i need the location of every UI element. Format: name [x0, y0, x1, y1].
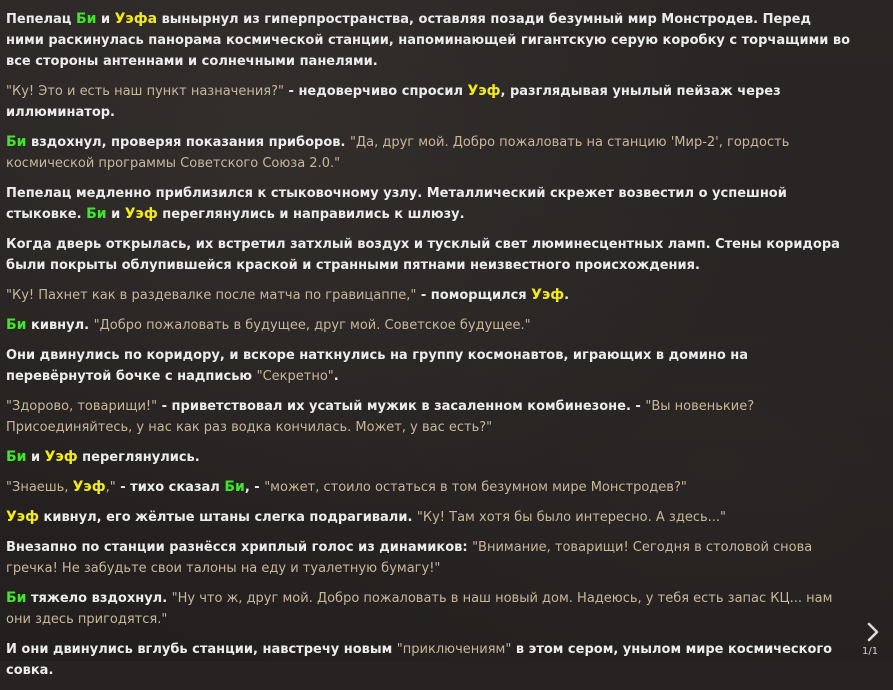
character-name-bi: Би — [6, 317, 27, 333]
dialogue-text: "Внимание, товарищи! Сегодня в столовой снова гречка! Не забудьте свои талоны на еду и туалетную бумагу!" — [6, 540, 813, 576]
character-name-uef: Уэфа — [114, 11, 158, 27]
narration-text: - поморщился — [416, 288, 532, 303]
story-paragraph — [6, 315, 852, 336]
dialogue-text: ," — [105, 480, 116, 495]
story-paragraph — [6, 588, 852, 630]
narration-text: - недоверчиво спросил — [284, 84, 468, 99]
character-name-bi: Би — [6, 449, 27, 465]
next-page-button[interactable] — [862, 620, 884, 644]
narration-text: и — [96, 12, 115, 27]
character-name-uef: Уэф — [72, 479, 106, 495]
story-paragraph — [6, 234, 852, 276]
narration-text: и — [106, 207, 125, 222]
story-paragraph — [6, 477, 852, 498]
narration-text: Пепелац медленно приблизился к стыковочному узлу. Металлический скрежет возвестил о успешной стыковке. — [6, 186, 787, 222]
character-name-bi: Би — [6, 590, 27, 606]
character-name-uef: Уэф — [124, 206, 158, 222]
narration-text: , - — [244, 480, 265, 495]
story-paragraph — [6, 9, 852, 72]
character-name-bi: Би — [86, 206, 107, 222]
dialogue-text: "Ку! Там хотя бы было интересно. А здесь..." — [416, 510, 727, 525]
character-name-uef: Уэф — [467, 83, 501, 99]
dialogue-text: "Знаешь, — [6, 480, 73, 495]
story-paragraph — [6, 81, 852, 123]
character-name-uef: Уэф — [44, 449, 78, 465]
dialogue-text: "Да, друг мой. Добро пожаловать на станцию 'Мир-2', гордость космической программы Советского Союза 2.0." — [6, 135, 790, 171]
narration-text: кивнул. — [26, 318, 94, 333]
narration-text: кивнул, его жёлтые штаны слегка подрагивали. — [38, 510, 417, 525]
narration-text: Пепелац — [6, 12, 76, 27]
story-paragraph — [6, 447, 852, 468]
dialogue-text: "Добро пожаловать в будущее, друг мой. Советское будущее." — [93, 318, 531, 333]
narration-text: И они двинулись вглубь станции, навстречу новым — [6, 642, 397, 657]
character-name-bi: Би — [75, 11, 97, 27]
story-paragraph — [6, 183, 852, 225]
narration-text: . — [333, 369, 339, 384]
narration-text: . — [564, 288, 570, 303]
narration-text: - приветствовал их усатый мужик в засаленном комбинезоне. - — [157, 399, 646, 414]
story-paragraph — [6, 132, 852, 174]
page-counter: 1/1 — [862, 646, 879, 657]
story-text — [6, 9, 852, 690]
dialogue-text: "Ну что ж, друг мой. Добро пожаловать в наш новый дом. Надеюсь, у тебя есть запас КЦ... нам они здесь пригодятся." — [6, 591, 833, 627]
narration-text: вздохнул, проверяя показания приборов. — [26, 135, 350, 150]
dialogue-text: "Ку! Это и есть наш пункт назначения?" — [6, 84, 284, 99]
character-name-uef: Уэф — [6, 509, 39, 525]
dialogue-text: "Ку! Пахнет как в раздевалке после матча по гравицаппе," — [6, 288, 417, 303]
dialogue-text: "приключениям" — [396, 642, 512, 657]
dialogue-text: "Вы новенькие? Присоединяйтесь, у нас как раз водка кончилась. Может, у вас есть?" — [6, 399, 755, 435]
narration-text: в этом сером, унылом мире космического совка. — [6, 642, 833, 678]
character-name-bi: Би — [6, 134, 27, 150]
dialogue-text: "может, стоило остаться в том безумном мире Монстродев?" — [264, 480, 687, 495]
story-paragraph — [6, 537, 852, 579]
character-name-bi: Би — [224, 479, 245, 495]
character-name-uef: Уэф — [531, 287, 565, 303]
story-paragraph — [6, 345, 852, 387]
story-paragraph — [6, 285, 852, 306]
narration-text: переглянулись. — [77, 450, 200, 465]
narration-text: и — [26, 450, 45, 465]
narration-text: Внезапно по станции разнёсся хриплый голос из динамиков: — [6, 540, 473, 555]
story-paragraph — [6, 639, 852, 681]
story-paragraph — [6, 396, 852, 438]
narration-text: вынырнул из гиперпространства, оставляя позади безумный мир Монстродев. Перед ними раскинулась панорама космической станции, напоминающей гигантскую серую коробку с торчащими во все стороны антеннами и солнечными панелями. — [6, 12, 851, 69]
narration-text: переглянулись и направились к шлюзу. — [157, 207, 465, 222]
dialogue-text: "Здорово, товарищи!" — [6, 399, 158, 414]
narration-text: тяжело вздохнул. — [26, 591, 172, 606]
narration-text: Когда дверь открылась, их встретил затхлый воздух и тусклый свет люминесцентных ламп. Стены коридора были покрыты облупившейся краской и странными пятнами неизвестного происхождения. — [6, 237, 840, 273]
story-paragraph — [6, 507, 852, 528]
narration-text: - тихо сказал — [115, 480, 225, 495]
chevron-right-icon — [862, 620, 884, 644]
dialogue-text: "Секретно" — [256, 369, 334, 384]
narration-text: Они двинулись по коридору, и вскоре наткнулись на группу космонавтов, играющих в домино на перевёрнутой бочке с надписью — [6, 348, 749, 384]
narration-text: , разглядывая унылый пейзаж через иллюминатор. — [6, 84, 781, 120]
